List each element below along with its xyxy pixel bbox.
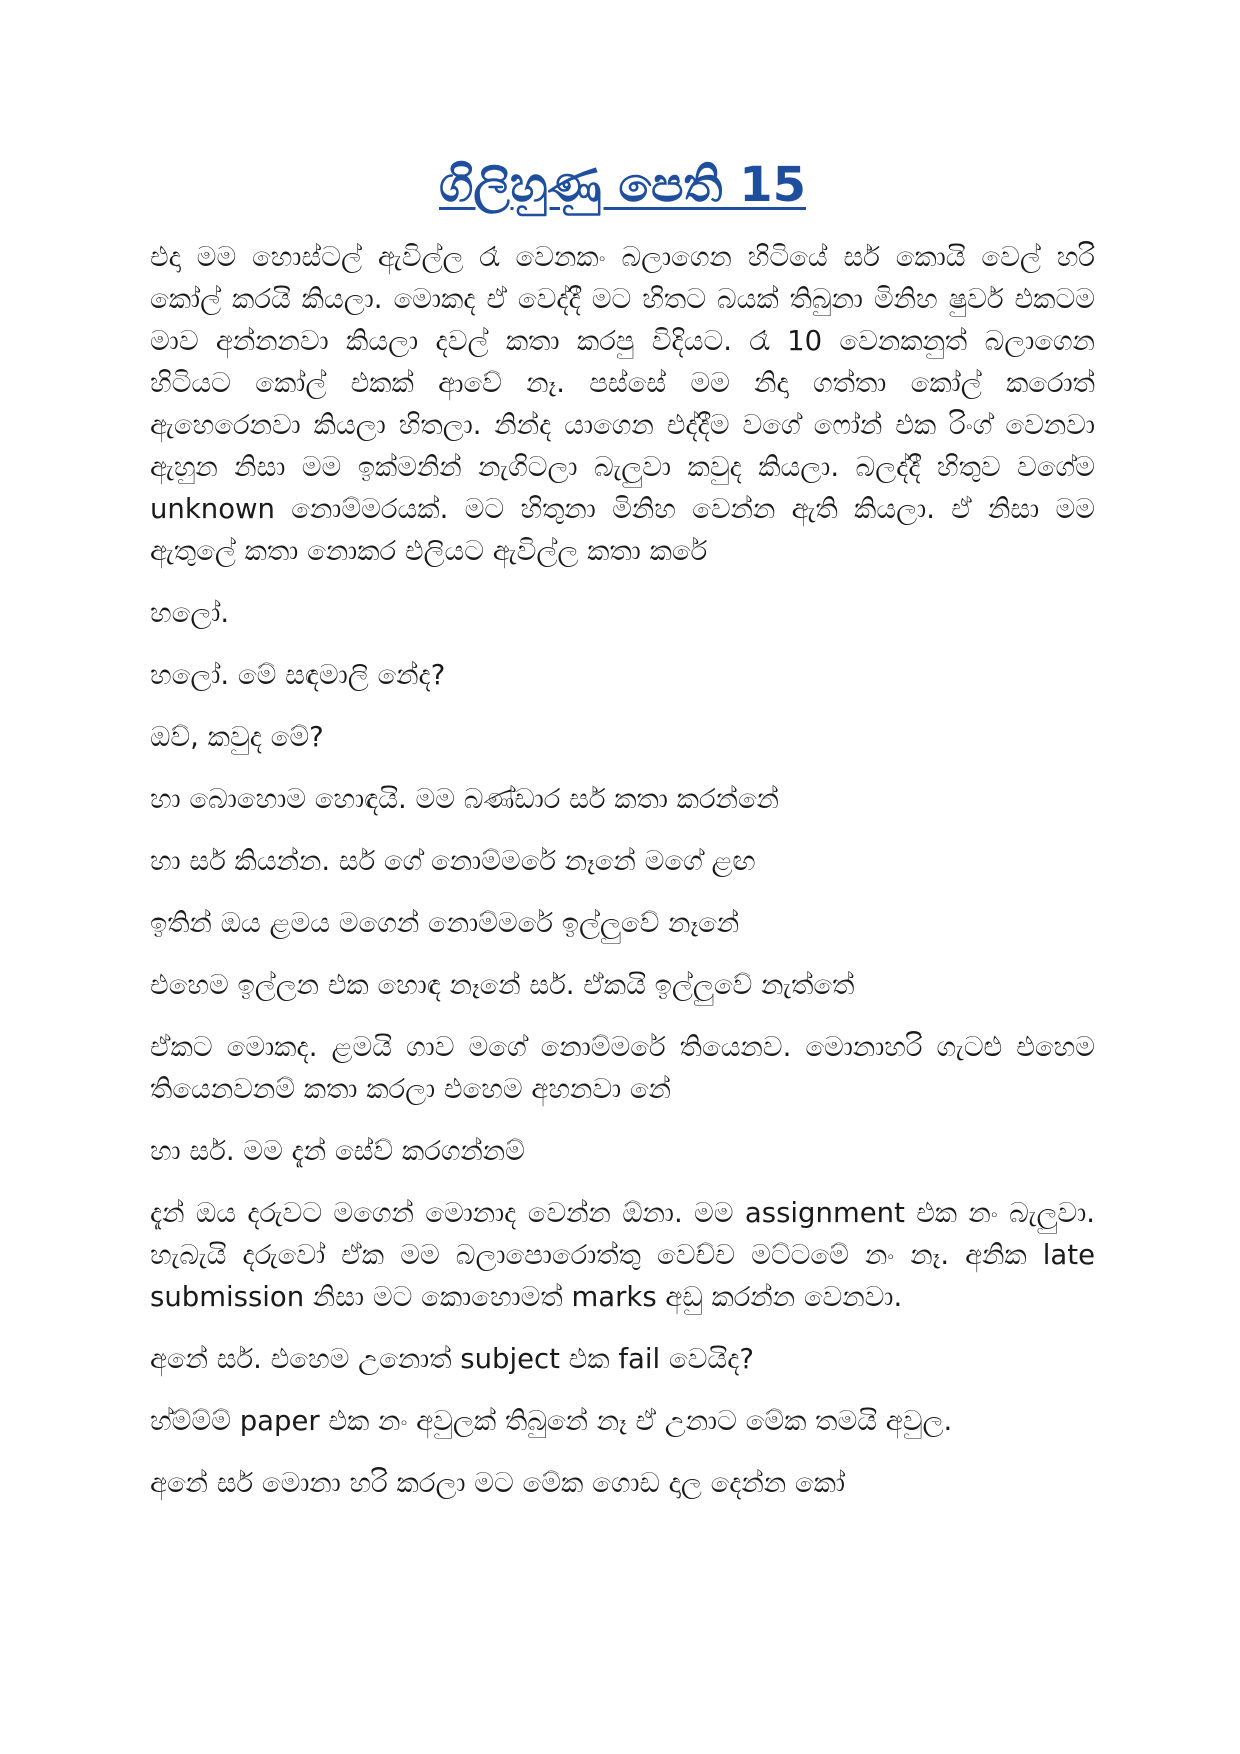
dialogue-line: අනේ සර් මොනා හරි කරලා මට මේක ගොඩ දාල දෙන්න කෝ [150,1467,846,1499]
dialogue-line: හලෝ. [150,597,230,629]
document-title: ගිලිහුණු පෙති 15 [438,157,806,213]
dialogue-line: හා සර්. මම දැන් සේව් කරගන්නම් [150,1135,525,1167]
dialogue-line: ඔව්, කවුද මේ? [150,721,324,753]
dialogue-line: ඒකට මොකද. ළමයි ගාව මගේ නොම්මරේ තියෙනව. මොනාහරි ගැටළු එහෙම තියෙනවනම් කතා කරලා එහෙම අහනවා නේ [150,1031,1095,1105]
dialogue-line: හලෝ. මේ සඳමාලි නේද? [150,659,446,691]
dialogue-line: හ්ම්ම්ම් paper එක නං අවුලක් තිබුනේ නෑ ඒ උනාට මේක තමයි අවුල. [150,1405,953,1437]
dialogue-line: අනේ සර්. එහෙම උනොත් subject එක fail වෙයිද? [150,1343,755,1375]
paragraph-intro: එදා මම හොස්ටල් ඇවිල්ල රෑ වෙනකං බලාගෙන හිටියේ සර් කොයි වෙල් හරි කෝල් කරයි කියලා. මොකද ඒ වෙද්දී මට හිතට බයක් තිබුනා මිනිහ ෂුවර් එකටම මාව අන්නනවා කියලා දවල් කතා කරපු විදියට. රෑ 10 වෙනකනුත් බලාගෙන හිටියට කෝල් එකක් ආවේ නෑ. පස්සේ මම නිදා ගත්තා කෝල් කරොත් ඇහෙරෙනවා කියලා හිතලා. නින්ද යාගෙන එද්දීම වගේ ෆෝන් එක රිංග් වෙනවා ඇහුන නිසා මම ඉක්මනින් නැගිටලා බැලුවා කවුද කියලා. බලද්දී හිතුව වගේම unknown නොම්මරයක්. මට හිතුනා මිනිහ වෙන්න ඇති කියලා. ඒ නිසා මම ඇතුලේ කතා නොකර එලියට ඇවිල්ල කතා කරේ [150,241,1095,567]
dialogue-line: ඉතින් ඔය ළමය මගෙන් නොම්මරේ ඉල්ලුවේ නෑනේ [150,907,740,939]
dialogue-line: එහෙම ඉල්ලන එක හොඳ නෑනේ සර්. ඒකයි ඉල්ලුවේ නැත්තේ [150,969,855,1001]
dialogue-line: දැන් ඔය දරුවට මගෙන් මොනාද වෙන්න ඕනා. මම assignment එක නං බැලුවා. හැබැයි දරුවෝ ඒක මම බලාපොරොත්තු වෙච්ච මට්ටමේ නං නෑ. අනික late submission නිසා මට කොහොමත් marks අඩු කරන්න වෙනවා. [150,1197,1095,1313]
dialogue-line: හා සර් කියන්න. සර් ගේ නොම්මරේ නෑනේ මගේ ළඟ [150,845,756,877]
dialogue-line: හා බොහොම හොඳයි. මම බණ්ඩාර සර් කතා කරන්නේ [150,783,780,815]
document-page [150,150,1095,1650]
